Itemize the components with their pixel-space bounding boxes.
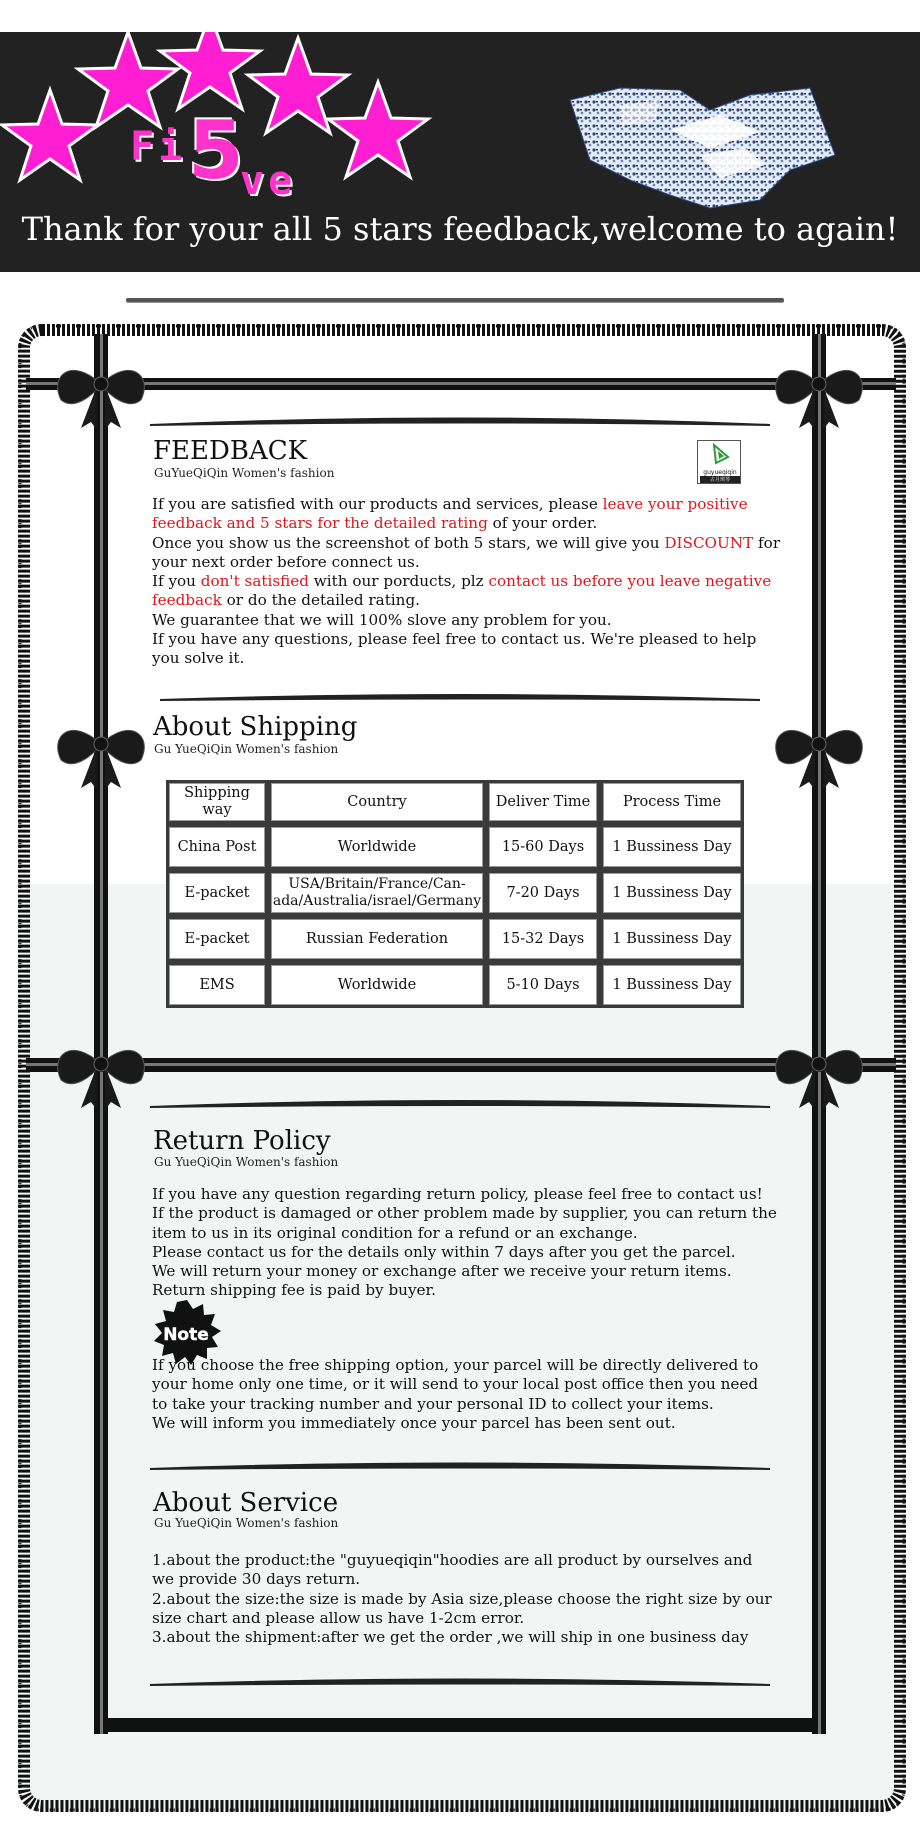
table-cell: 15-60 Days bbox=[486, 824, 600, 870]
table-cell: E-packet bbox=[166, 916, 268, 962]
feedback-line: you solve it. bbox=[152, 649, 245, 668]
swirl-divider bbox=[150, 1464, 770, 1470]
feedback-line: Once you show us the screenshot of both 5 stars, we will give you DISCOUNT for bbox=[152, 533, 781, 552]
table-cell: E-packet bbox=[166, 870, 268, 916]
note-line: to take your tracking number and your personal ID to collect your items. bbox=[152, 1394, 714, 1413]
swirl-divider bbox=[150, 419, 770, 426]
table-cell: 7-20 Days bbox=[486, 870, 600, 916]
service-title: About Service bbox=[153, 1488, 339, 1518]
shipping-title: About Shipping bbox=[153, 712, 358, 742]
feedback-line: If you don't satisfied with our porducts, plz contact us before you leave negative bbox=[152, 572, 772, 591]
return-line: Return shipping fee is paid by buyer. bbox=[152, 1281, 436, 1300]
table-cell: 1 Bussiness Day bbox=[600, 870, 744, 916]
country-line: ada/Australia/israel/Germany bbox=[272, 893, 482, 909]
service-subtitle: Gu YueQiQin Women's fashion bbox=[154, 1516, 339, 1530]
table-cell: 1 Bussiness Day bbox=[600, 916, 744, 962]
feedback-line: your next order before connect us. bbox=[152, 552, 420, 571]
logo-cn-text: 古月琪琴 bbox=[700, 476, 740, 483]
return-line: Please contact us for the details only within 7 days after you get the parcel. bbox=[152, 1242, 736, 1261]
return-line: If the product is damaged or other problem made by supplier, you can return the bbox=[152, 1204, 777, 1223]
feedback-line: feedback or do the detailed rating. bbox=[152, 591, 420, 610]
table-header: Deliver Time bbox=[486, 780, 600, 824]
table-header: Country bbox=[268, 780, 486, 824]
return-line: item to us in its original condition for a refund or an exchange. bbox=[152, 1223, 638, 1242]
feedback-body bbox=[152, 495, 781, 669]
service-line: 2.about the size:the size is made by Asia size,please choose the right size by our bbox=[152, 1589, 772, 1608]
swirl-divider bbox=[160, 695, 760, 700]
service-line: 1.about the product:the "guyueqiqin"hoodies are all product by ourselves and bbox=[152, 1551, 753, 1569]
return-line: We will return your money or exchange after we receive your return items. bbox=[152, 1262, 732, 1281]
logo-text: guyueqiqin bbox=[703, 469, 737, 476]
note-line: your home only one time, or it will send to your local post office then you need bbox=[152, 1375, 759, 1394]
table-cell: China Post bbox=[166, 824, 268, 870]
table-header: Shipping way bbox=[166, 780, 268, 824]
service-line: we provide 30 days return. bbox=[152, 1570, 361, 1589]
country-line: USA/Britain/France/Can- bbox=[288, 876, 466, 892]
banner-tagline: Thank for your all 5 stars feedback,welcome to again! bbox=[21, 210, 899, 248]
table-cell: 15-32 Days bbox=[486, 916, 600, 962]
note-label: Note bbox=[163, 1325, 209, 1345]
table-cell bbox=[268, 870, 486, 916]
table-header: Process Time bbox=[600, 780, 744, 824]
table-cell: Russian Federation bbox=[268, 916, 486, 962]
feedback-line: We guarantee that we will 100% slove any problem for you. bbox=[152, 610, 612, 629]
feedback-title: FEEDBACK bbox=[153, 436, 308, 466]
swirl-divider bbox=[150, 1680, 770, 1686]
swirl-divider bbox=[150, 1101, 770, 1107]
feedback-line: If you have any questions, please feel free to contact us. We're pleased to help bbox=[152, 630, 757, 649]
brand-five: 5 bbox=[188, 104, 244, 197]
return-policy-subtitle: Gu YueQiQin Women's fashion bbox=[154, 1155, 339, 1169]
table-cell: EMS bbox=[166, 962, 268, 1008]
return-policy-title: Return Policy bbox=[153, 1126, 331, 1156]
return-policy-body bbox=[152, 1185, 777, 1301]
shipping-subtitle: Gu YueQiQin Women's fashion bbox=[154, 742, 339, 756]
brand-fi: Fi bbox=[130, 124, 187, 170]
service-line: 3.about the shipment:after we get the order ,we will ship in one business day bbox=[152, 1628, 749, 1647]
table-cell: Worldwide bbox=[268, 962, 486, 1008]
table-cell: 1 Bussiness Day bbox=[600, 824, 744, 870]
brand-ve: ve bbox=[240, 158, 297, 204]
return-line: If you have any question regarding return policy, please feel free to contact us! bbox=[152, 1185, 763, 1203]
service-line: size chart and please allow us have 1-2cm error. bbox=[152, 1608, 525, 1627]
note-body bbox=[152, 1356, 772, 1433]
note-line: If you choose the free shipping option, your parcel will be directly delivered to bbox=[152, 1356, 759, 1374]
feedback-line: feedback and 5 stars for the detailed rating of your order. bbox=[152, 514, 598, 533]
note-line: We will inform you immediately once your parcel has been sent out. bbox=[152, 1413, 676, 1432]
table-cell: Worldwide bbox=[268, 824, 486, 870]
table-cell: 1 Bussiness Day bbox=[600, 962, 744, 1008]
service-body bbox=[152, 1551, 772, 1647]
logo-mark-icon bbox=[698, 441, 742, 469]
feedback-subtitle: GuYueQiQin Women's fashion bbox=[154, 466, 335, 480]
table-cell: 5-10 Days bbox=[486, 962, 600, 1008]
feedback-line: If you are satisfied with our products and services, please leave your positive bbox=[152, 495, 748, 513]
brand-logo bbox=[697, 440, 741, 484]
